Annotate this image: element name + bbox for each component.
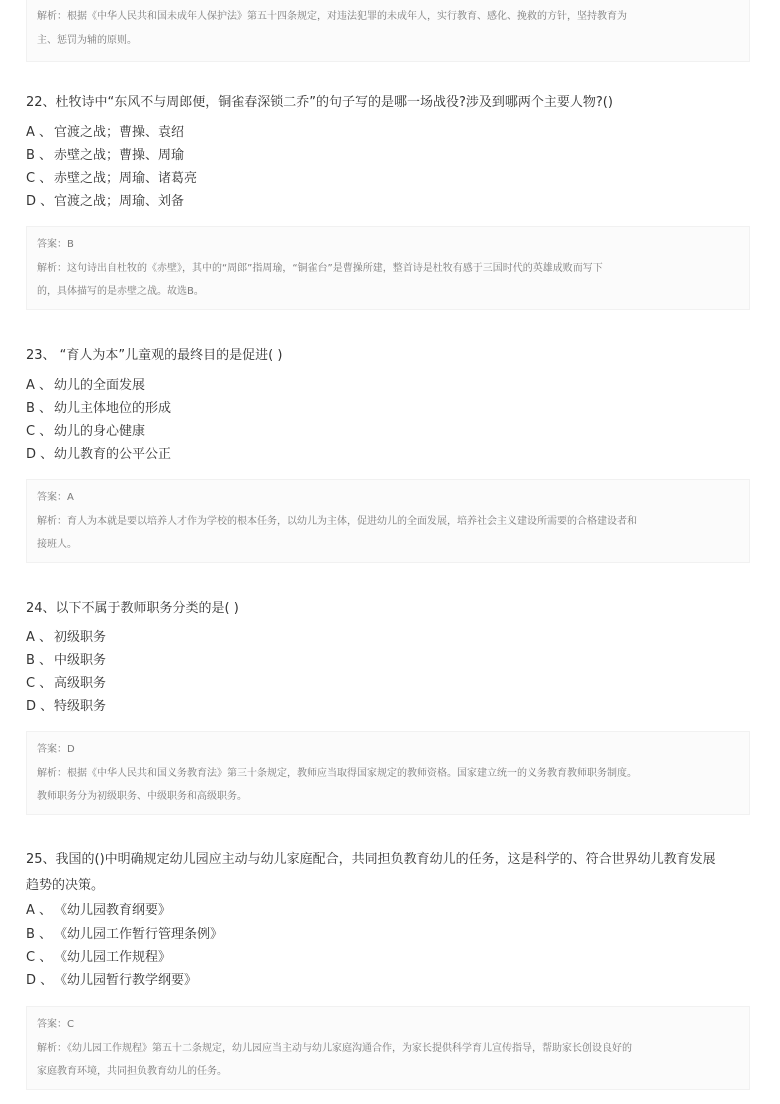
answer-box-q24 bbox=[26, 731, 750, 815]
option-c[interactable] bbox=[26, 169, 197, 189]
analysis-line: 接班人。 bbox=[37, 539, 77, 550]
analysis-line: 的，具体描写的是赤壁之战。故选B。 bbox=[37, 286, 204, 297]
option-letter: D 、 bbox=[26, 194, 54, 209]
question-24: 24、以下不属于教师职务分类的是( ) bbox=[26, 601, 239, 616]
option-a[interactable] bbox=[26, 901, 171, 921]
option-text: 幼儿的身心健康 bbox=[54, 424, 146, 439]
option-letter: A 、 bbox=[26, 125, 53, 140]
option-letter: D 、 bbox=[26, 447, 54, 462]
option-text: 中级职务 bbox=[54, 653, 107, 668]
option-text: 《幼儿园工作暂行管理条例》 bbox=[54, 927, 224, 942]
question-23: 23、 “育人为本”儿童观的最终目的是促进( ) bbox=[26, 348, 283, 363]
option-letter: C 、 bbox=[26, 950, 53, 965]
option-text: 高级职务 bbox=[54, 676, 107, 691]
option-text: 《幼儿园教育纲要》 bbox=[54, 903, 172, 918]
option-text: 幼儿教育的公平公正 bbox=[54, 447, 172, 462]
analysis-line: 教师职务分为初级职务、中级职务和高级职务。 bbox=[37, 791, 247, 802]
option-text: 赤壁之战；周瑜、诸葛亮 bbox=[54, 171, 198, 186]
option-text: 官渡之战；曹操、袁绍 bbox=[54, 125, 185, 140]
analysis-line: 解析：这句诗出自杜牧的《赤壁》，其中的“周郎”指周瑜，“铜雀台”是曹操所建，整首诗是杜牧有感于三国时代的英雄成败而写下 bbox=[37, 263, 603, 274]
option-letter: B 、 bbox=[26, 401, 53, 416]
option-letter: A 、 bbox=[26, 630, 53, 645]
answer-label: 答案：B bbox=[37, 239, 74, 250]
analysis-line: 解析：《幼儿园工作规程》第五十二条规定，幼儿园应当主动与幼儿家庭沟通合作，为家长提供科学育儿宣传指导，帮助家长创设良好的 bbox=[37, 1043, 632, 1054]
option-letter: B 、 bbox=[26, 927, 53, 942]
option-c[interactable] bbox=[26, 948, 171, 968]
analysis-line: 解析：育人为本就是要以培养人才作为学校的根本任务，以幼儿为主体，促进幼儿的全面发展，培养社会主义建设所需要的合格建设者和 bbox=[37, 516, 637, 527]
option-d[interactable] bbox=[26, 697, 106, 717]
option-b[interactable] bbox=[26, 146, 184, 166]
answer-box-q25 bbox=[26, 1006, 750, 1090]
answer-box-q22 bbox=[26, 226, 750, 310]
analysis-line: 解析：根据《中华人民共和国义务教育法》第三十条规定，教师应当取得国家规定的教师资格。国家建立统一的义务教育教师职务制度。 bbox=[37, 768, 637, 779]
option-b[interactable] bbox=[26, 651, 106, 671]
option-letter: D 、 bbox=[26, 973, 54, 988]
question-25 bbox=[26, 847, 756, 899]
option-c[interactable] bbox=[26, 422, 145, 442]
option-letter: B 、 bbox=[26, 148, 53, 163]
option-d[interactable] bbox=[26, 445, 171, 465]
question-22: 22、杜牧诗中“东风不与周郎便，铜雀春深锁二乔”的句子写的是哪一场战役?涉及到哪两个主要人物?() bbox=[26, 95, 613, 110]
option-letter: C 、 bbox=[26, 424, 53, 439]
answer-box-q21 bbox=[26, 0, 750, 62]
analysis-line: 主、惩罚为辅的原则。 bbox=[37, 35, 137, 46]
option-letter: C 、 bbox=[26, 171, 53, 186]
option-b[interactable] bbox=[26, 399, 171, 419]
answer-label: 答案：A bbox=[37, 492, 74, 503]
option-text: 幼儿主体地位的形成 bbox=[54, 401, 172, 416]
option-a[interactable] bbox=[26, 376, 145, 396]
option-text: 幼儿的全面发展 bbox=[54, 378, 146, 393]
option-a[interactable] bbox=[26, 628, 106, 648]
option-text: 初级职务 bbox=[54, 630, 107, 645]
option-letter: B 、 bbox=[26, 653, 53, 668]
option-letter: D 、 bbox=[26, 699, 54, 714]
option-letter: C 、 bbox=[26, 676, 53, 691]
analysis-line: 解析：根据《中华人民共和国未成年人保护法》第五十四条规定，对违法犯罪的未成年人，实行教育、感化、挽救的方针，坚持教育为 bbox=[37, 11, 627, 22]
option-d[interactable] bbox=[26, 192, 184, 212]
option-letter: A 、 bbox=[26, 378, 53, 393]
answer-label: 答案：D bbox=[37, 744, 75, 755]
option-a[interactable] bbox=[26, 123, 184, 143]
option-b[interactable] bbox=[26, 925, 223, 945]
option-d[interactable] bbox=[26, 971, 197, 991]
answer-box-q23 bbox=[26, 479, 750, 563]
answer-label: 答案：C bbox=[37, 1019, 74, 1030]
option-text: 赤壁之战；曹操、周瑜 bbox=[54, 148, 185, 163]
option-letter: A 、 bbox=[26, 903, 53, 918]
analysis-line: 家庭教育环境，共同担负教育幼儿的任务。 bbox=[37, 1066, 227, 1077]
option-text: 《幼儿园工作规程》 bbox=[54, 950, 172, 965]
question-line: 趋势的决策。 bbox=[26, 878, 105, 893]
option-text: 特级职务 bbox=[54, 699, 107, 714]
option-c[interactable] bbox=[26, 674, 106, 694]
option-text: 《幼儿园暂行教学纲要》 bbox=[54, 973, 198, 988]
option-text: 官渡之战；周瑜、刘备 bbox=[54, 194, 185, 209]
question-line: 25、我国的()中明确规定幼儿园应主动与幼儿家庭配合，共同担负教育幼儿的任务，这是科学的、符合世界幼儿教育发展 bbox=[26, 852, 716, 867]
